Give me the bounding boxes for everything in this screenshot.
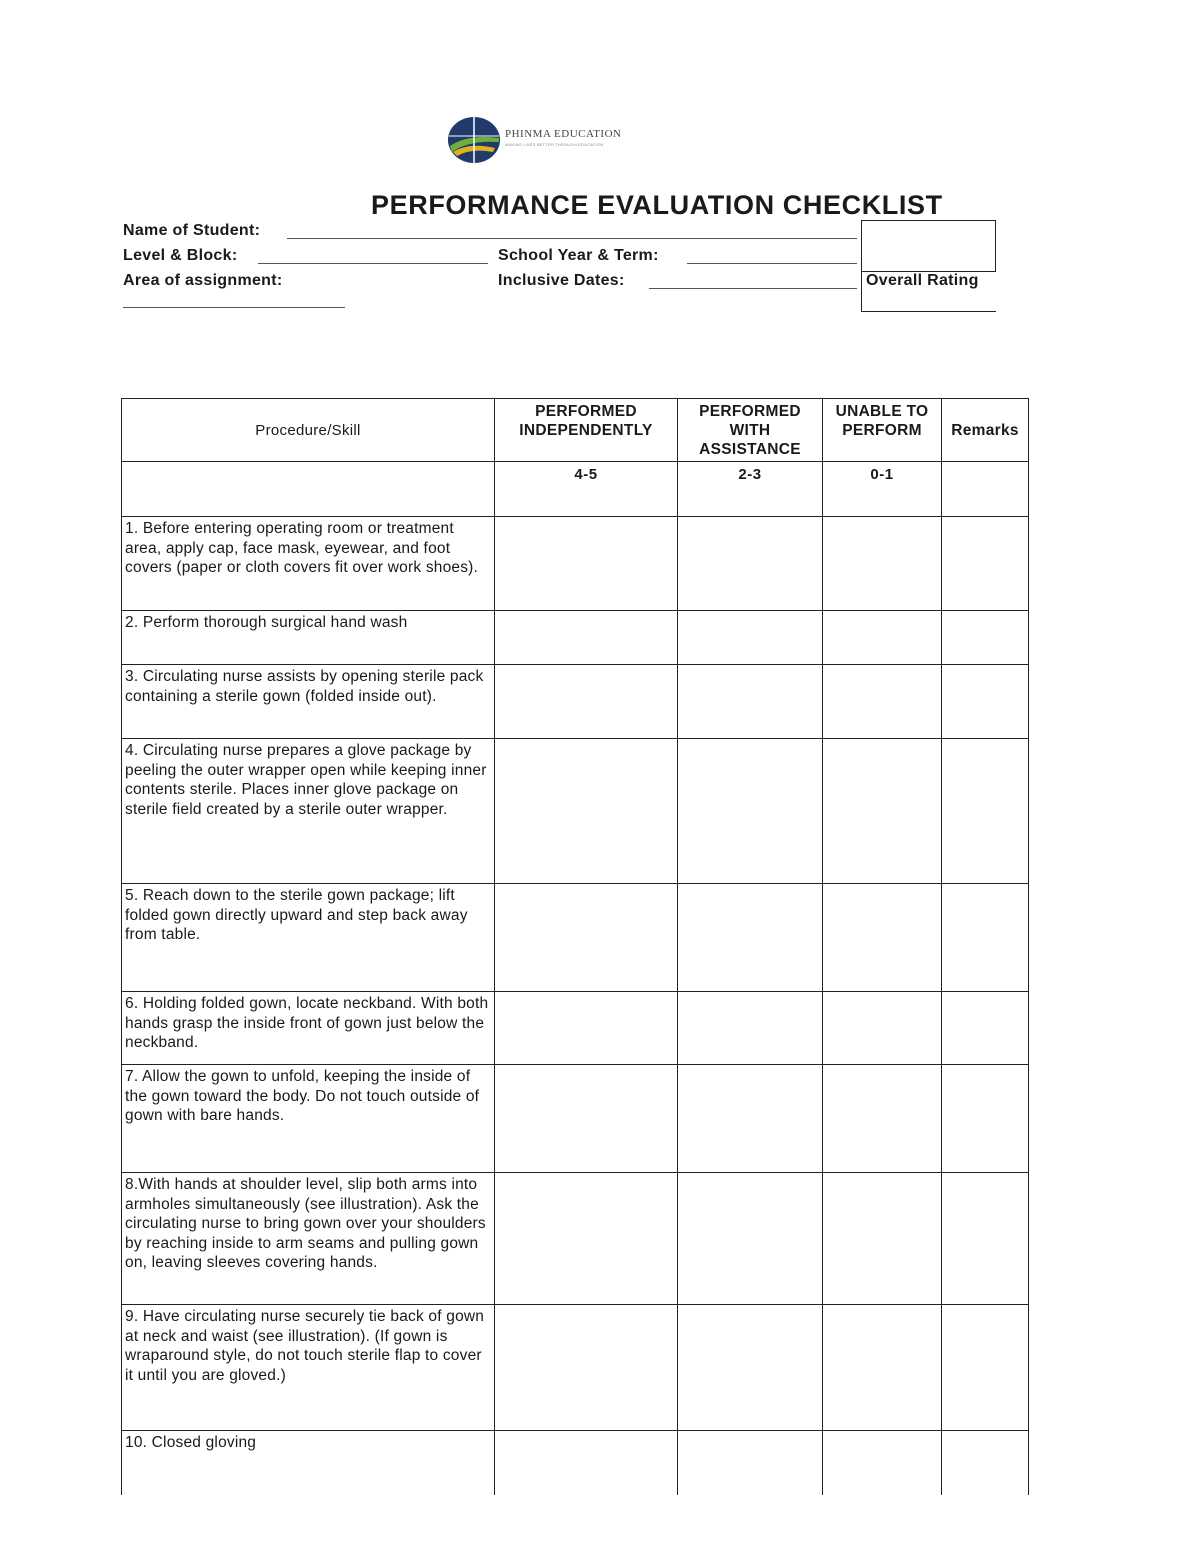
remarks-cell[interactable]: [942, 1173, 1029, 1305]
rating-cell-unable[interactable]: [823, 1431, 942, 1495]
phinma-logo: [447, 116, 647, 164]
remarks-cell[interactable]: [942, 739, 1029, 884]
name-of-student-field[interactable]: [287, 238, 857, 239]
table-row: [122, 739, 1029, 884]
table-row: [122, 992, 1029, 1065]
phinma-globe-icon: [447, 116, 501, 164]
level-block-field[interactable]: [258, 263, 488, 264]
step-text: 3. Circulating nurse assists by opening sterile pack containing a sterile gown (folded inside out).: [122, 665, 495, 739]
rating-cell-unable[interactable]: [823, 884, 942, 992]
rating-cell-independent[interactable]: [495, 517, 678, 611]
step-text: 7. Allow the gown to unfold, keeping the inside of the gown toward the body. Do not touch outside of gown with bare hands.: [122, 1065, 495, 1173]
rating-cell-independent[interactable]: [495, 1173, 678, 1305]
rating-cell-assisted[interactable]: [678, 1305, 823, 1431]
rating-cell-independent[interactable]: [495, 1431, 678, 1495]
step-text: 1. Before entering operating room or treatment area, apply cap, face mask, eyewear, and foot covers (paper or cloth covers fit over work shoes).: [122, 517, 495, 611]
rating-divider: [861, 311, 996, 312]
rating-cell-unable[interactable]: [823, 517, 942, 611]
header-row: [122, 399, 1029, 462]
performed-with-assistance-header: PERFORMED WITH ASSISTANCE: [678, 399, 823, 462]
step-text: 10. Closed gloving: [122, 1431, 495, 1495]
step-text: 9. Have circulating nurse securely tie back of gown at neck and waist (see illustration). (If gown is wraparound style, do not touch sterile flap to cover it until you are gloved.): [122, 1305, 495, 1431]
overall-rating-box[interactable]: [861, 220, 996, 272]
table-row: [122, 884, 1029, 992]
rating-cell-assisted[interactable]: [678, 739, 823, 884]
rating-cell-independent[interactable]: [495, 1065, 678, 1173]
remarks-cell[interactable]: [942, 517, 1029, 611]
rating-cell-assisted[interactable]: [678, 665, 823, 739]
table-row: [122, 517, 1029, 611]
school-year-term-field[interactable]: [687, 263, 857, 264]
table-row: [122, 1305, 1029, 1431]
inclusive-dates-field[interactable]: [649, 288, 857, 289]
rating-cell-independent[interactable]: [495, 1305, 678, 1431]
rating-cell-independent[interactable]: [495, 739, 678, 884]
remarks-cell[interactable]: [942, 1431, 1029, 1495]
logo-wordmark: PHINMA EDUCATION: [505, 128, 622, 140]
page-title: PERFORMANCE EVALUATION CHECKLIST: [371, 190, 943, 220]
rating-cell-assisted[interactable]: [678, 884, 823, 992]
step-text: 2. Perform thorough surgical hand wash: [122, 611, 495, 665]
inclusive-dates-label: Inclusive Dates:: [498, 272, 625, 289]
rating-cell-assisted[interactable]: [678, 1173, 823, 1305]
level-block-label: Level & Block:: [123, 247, 238, 264]
performed-independently-header: PERFORMED INDEPENDENTLY: [495, 399, 678, 462]
rating-cell-unable[interactable]: [823, 992, 942, 1065]
table-row: [122, 611, 1029, 665]
rating-cell-assisted[interactable]: [678, 992, 823, 1065]
score-assisted: 2-3: [678, 462, 823, 517]
rating-cell-independent[interactable]: [495, 992, 678, 1065]
school-year-term-label: School Year & Term:: [498, 247, 659, 264]
logo-tagline: MAKING LIVES BETTER THROUGH EDUCATION: [505, 142, 604, 147]
table-row: [122, 1065, 1029, 1173]
remarks-cell[interactable]: [942, 1305, 1029, 1431]
area-of-assignment-label: Area of assignment:: [123, 272, 283, 289]
step-text: 6. Holding folded gown, locate neckband. With both hands grasp the inside front of gown just below the neckband.: [122, 992, 495, 1065]
rating-cell-unable[interactable]: [823, 665, 942, 739]
remarks-cell[interactable]: [942, 665, 1029, 739]
step-text: 4. Circulating nurse prepares a glove package by peeling the outer wrapper open while keeping inner contents sterile. Places inner glove package on sterile field created by a sterile outer wrapper.: [122, 739, 495, 884]
rating-cell-independent[interactable]: [495, 611, 678, 665]
score-row: [122, 462, 1029, 517]
procedure-skill-header: Procedure/Skill: [122, 399, 495, 462]
unable-to-perform-header: UNABLE TO PERFORM: [823, 399, 942, 462]
score-unable: 0-1: [823, 462, 942, 517]
remarks-cell[interactable]: [942, 1065, 1029, 1173]
remarks-cell[interactable]: [942, 992, 1029, 1065]
area-of-assignment-field[interactable]: [123, 307, 345, 308]
score-remarks-empty: [942, 462, 1029, 517]
overall-rating-label: Overall Rating: [866, 272, 979, 289]
rating-cell-unable[interactable]: [823, 1065, 942, 1173]
table-row: [122, 665, 1029, 739]
rating-cell-independent[interactable]: [495, 665, 678, 739]
table-row: [122, 1431, 1029, 1495]
score-cell-empty: [122, 462, 495, 517]
name-of-student-label: Name of Student:: [123, 222, 261, 239]
rating-cell-unable[interactable]: [823, 1173, 942, 1305]
rating-cell-assisted[interactable]: [678, 517, 823, 611]
rating-cell-assisted[interactable]: [678, 1431, 823, 1495]
remarks-header: Remarks: [942, 399, 1029, 462]
rating-cell-independent[interactable]: [495, 884, 678, 992]
remarks-cell[interactable]: [942, 884, 1029, 992]
checklist-table: [121, 398, 1029, 1495]
table-row: [122, 1173, 1029, 1305]
rating-cell-assisted[interactable]: [678, 1065, 823, 1173]
rating-cell-assisted[interactable]: [678, 611, 823, 665]
rating-divider: [861, 270, 862, 312]
rating-cell-unable[interactable]: [823, 611, 942, 665]
step-text: 8.With hands at shoulder level, slip both arms into armholes simultaneously (see illustration). Ask the circulating nurse to bring gown over your shoulders by reaching inside to arm seams and pulling gown on, leaving sleeves covering hands.: [122, 1173, 495, 1305]
rating-cell-unable[interactable]: [823, 1305, 942, 1431]
remarks-cell[interactable]: [942, 611, 1029, 665]
score-independent: 4-5: [495, 462, 678, 517]
step-text: 5. Reach down to the sterile gown package; lift folded gown directly upward and step back away from table.: [122, 884, 495, 992]
rating-cell-unable[interactable]: [823, 739, 942, 884]
